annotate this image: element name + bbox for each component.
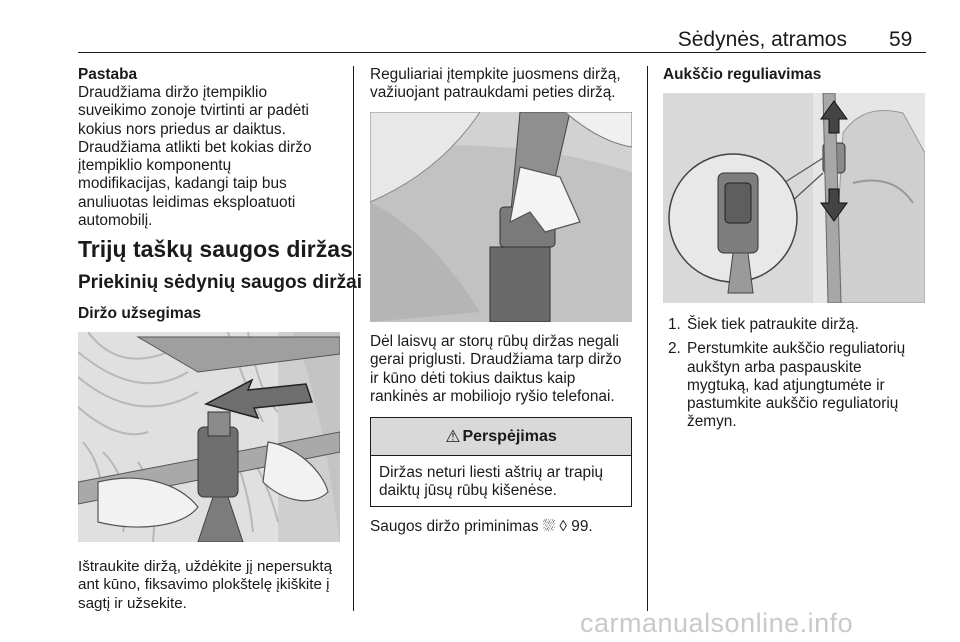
section-heading: Trijų taškų saugos diržas — [78, 236, 353, 262]
note-body: Draudžiama diržo įtempiklio suveikimo zonoje tvirtinti ar padėti kokius nors priedus ar daiktus. Draudžiama atlikti bet kokias diržo įtempiklio komponentų modifikacijas, kadangi taip bus anuliuotas leidimas eksploatuoti automobilį. — [78, 84, 312, 230]
height-adjust-heading: Aukščio reguliavimas — [663, 66, 822, 83]
height-adjuster-illustration — [663, 93, 925, 303]
clothing-note: Dėl laisvų ar storų rūbų diržas negali gerai priglusti. Draudžiama tarp diržo ir kūno dėti tokius daiktus kaip rankinės ar mobiliojo ryšio telefonai. — [370, 333, 622, 405]
warning-box — [370, 417, 632, 507]
watermark-text: carmanualsonline.info — [580, 608, 854, 638]
height-adjust-steps — [668, 316, 930, 438]
warning-header — [371, 418, 631, 456]
adjust-instruction: Reguliariai įtempkite juosmens diržą, važiuojant patraukdami peties diržą. — [370, 66, 621, 102]
header-rule — [78, 52, 926, 53]
subsection-heading: Priekinių sėdynių saugos diržai — [78, 272, 363, 293]
sub-subsection-heading: Diržo užsegimas — [78, 305, 202, 322]
note-title: Pastaba — [78, 66, 138, 83]
warning-triangle-icon: ⚠ — [445, 426, 461, 446]
column-divider-2 — [647, 66, 648, 611]
warning-body: Diržas neturi liesti aštrių ar trapių daiktų jūsų rūbų kišenėse. — [379, 464, 604, 500]
list-item: 2. Perstumkite aukščio reguliatorių aukštyn arba paspauskite mygtuką, kad atjungtumėte ir pastumkite aukščio reguliatorių žemyn. — [668, 340, 906, 431]
buckle-fastening-illustration — [78, 332, 340, 542]
seatbelt-reminder-reference: Saugos diržo priminimas ⛆ ◊ 99. — [370, 518, 593, 535]
list-item: 1. Šiek tiek patraukite diržą. — [668, 316, 859, 333]
column-divider-1 — [353, 66, 354, 611]
warning-title: Perspėjimas — [462, 427, 557, 445]
page-header-title: Sėdynės, atramos — [677, 28, 847, 51]
page-number: 59 — [889, 28, 913, 51]
belt-tension-illustration — [370, 112, 632, 322]
figure-caption: Ištraukite diržą, uždėkite jį nepersuktą ant kūno, fiksavimo plokštelę įkiškite į sagtį ir užsekite. — [78, 558, 333, 612]
